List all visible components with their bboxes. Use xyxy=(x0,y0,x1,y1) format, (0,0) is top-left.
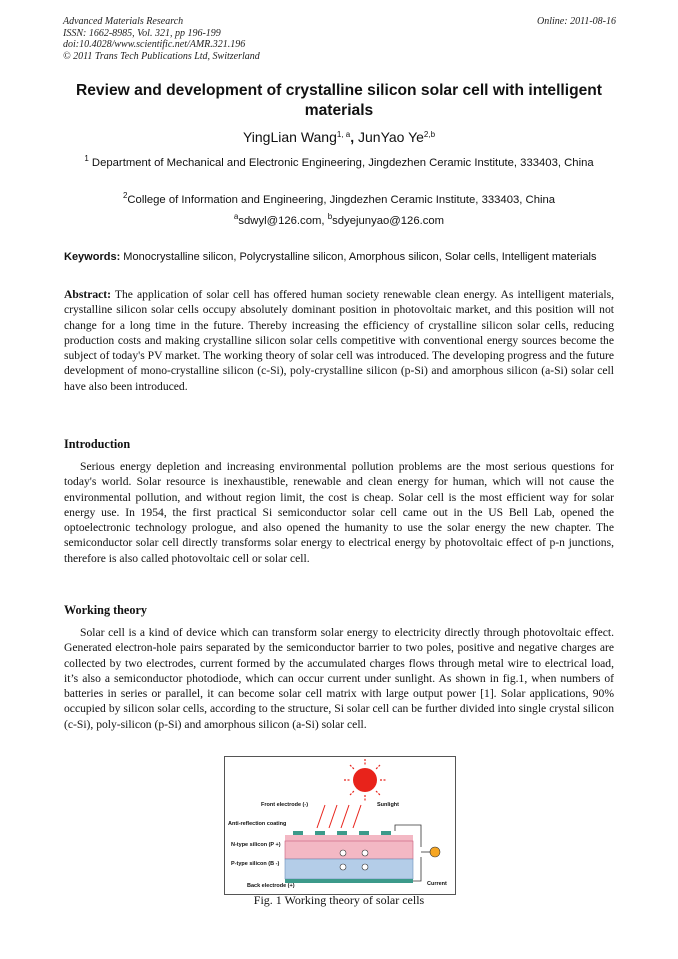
keywords-text: Monocrystalline silicon, Polycrystalline silicon, Amorphous silicon, Solar cells, Intelligent materials xyxy=(120,251,597,263)
label-back-electrode: Back electrode (+) xyxy=(247,883,295,889)
sun-icon xyxy=(344,759,386,801)
journal-doi: doi:10.4028/www.scientific.net/AMR.321.196 xyxy=(63,39,246,50)
label-current: Current xyxy=(427,881,447,887)
author-1: YingLian Wang xyxy=(242,129,337,145)
label-p-type: P-type silicon (B -) xyxy=(231,861,280,867)
author-2: JunYao Ye xyxy=(358,129,424,145)
introduction-paragraph: Serious energy depletion and increasing environmental pollution problems are the most serious questions for today's world. Solar resource is inexhaustible, renewable and clean energy for human, which will not cause the environmental pollution, and without region limit, the cost is cheap. Solar cell is the most efficient way for solar energy use. In 1954, the first practical Si semiconductor solar cell came out in the US Bell Lab, opened the optoelectronic technology prologue, and also opened the humanity to use the solar energy the new chapter. The semiconductor solar cell directly transforms solar energy to electrical energy by photovoltaic effect of p-n junctions, therefore is also called photovoltaic cell or solar cell. xyxy=(64,460,614,565)
label-anti-reflection: Anti-reflection coating xyxy=(228,821,287,827)
anti-reflection-layer xyxy=(285,835,413,841)
paper-title: Review and development of crystalline silicon solar cell with intelligent materials xyxy=(76,82,602,119)
journal-name: Advanced Materials Research xyxy=(63,16,184,27)
abstract xyxy=(64,287,614,394)
working-theory-paragraph: Solar cell is a kind of device which can transform solar energy to electricity directly through photovoltaic effect. Generated electron-hole pairs separated by the semiconductor barrier to two poles, positive and negative charges are collected by two electrodes, current formed by the accumulated charges flows through metal wire to electrical load, it’s also a semiconductor photodiode, which can occur current under sunlight. As shown in fig.1, when numbers of batteries in series or parallel, it can become solar cell matrix with large output power [1]. Solar applications, 90% occupied by silicon solar cells, according to the structure, Si solar cell can be further divided into single crystal silicon (c-Si), poly-silicon (p-Si) and amorphous silicon (a-Si) solar cell. xyxy=(64,626,614,731)
email-a: sdwyl@126.com, xyxy=(238,215,328,227)
affiliation-2-sup: 2 xyxy=(122,191,128,200)
email-a-sup: a xyxy=(233,212,239,221)
p-type-layer xyxy=(285,859,413,879)
journal-header xyxy=(63,16,260,62)
affiliation-2 xyxy=(62,193,616,208)
back-electrode-layer xyxy=(285,879,413,883)
email-line xyxy=(62,214,616,229)
online-date: Online: 2011-08-16 xyxy=(537,16,616,27)
label-n-type: N-type silicon (P +) xyxy=(231,842,281,848)
figure-1 xyxy=(224,756,456,895)
affiliation-1-text: Department of Mechanical and Electronic Engineering, Jingdezhen Ceramic Institute, 333403, China xyxy=(91,157,594,169)
abstract-text: The application of solar cell has offered human society renewable clean energy. As intelligent materials, crystalline silicon solar cells occupy absolutely dominant position in photovoltaic market, and this position will not change for a long time in the future. Thereby increasing the efficiency of crystalline silicon solar cells, reducing production costs and making crystalline silicon solar cells competitive with conventional energy sources become the subject of today's PV market. The working theory of solar cell was introduced. The developing progress and the future development of mono-crystalline silicon (c-Si), poly-crystalline silicon (p-Si) and amorphous silicon (a-Si) solar cell have also been introduced. xyxy=(64,288,614,393)
abstract-label: Abstract: xyxy=(64,288,112,301)
section-heading-working-theory: Working theory xyxy=(64,603,147,617)
author-separator: , xyxy=(350,129,358,145)
sunlight-arrows xyxy=(317,805,361,828)
section-heading-introduction: Introduction xyxy=(64,437,131,451)
author-1-sup: 1, a xyxy=(336,130,351,139)
front-electrodes xyxy=(293,831,391,835)
affiliation-1 xyxy=(62,156,616,171)
author-2-sup: 2,b xyxy=(423,130,436,139)
keywords-label: Keywords: xyxy=(64,251,121,263)
journal-copyright: © 2011 Trans Tech Publications Ltd, Switzerland xyxy=(63,50,260,62)
n-type-layer xyxy=(285,841,413,859)
label-front-electrode: Front electrode (-) xyxy=(261,802,309,808)
email-b-sup: b xyxy=(327,212,333,221)
author-line xyxy=(60,128,618,146)
email-b: sdyejunyao@126.com xyxy=(332,215,445,227)
label-sunlight: Sunlight xyxy=(377,802,399,808)
figure-caption: Fig. 1 Working theory of solar cells xyxy=(253,893,425,907)
keywords xyxy=(64,250,614,265)
affiliation-1-sup: 1 xyxy=(84,154,89,163)
affiliation-2-text: College of Information and Engineering, Jingdezhen Ceramic Institute, 333403, China xyxy=(127,194,556,206)
bulb-icon xyxy=(421,847,440,857)
journal-issn: ISSN: 1662-8985, Vol. 321, pp 196-199 xyxy=(63,27,221,39)
solar-cell-diagram xyxy=(225,757,455,894)
